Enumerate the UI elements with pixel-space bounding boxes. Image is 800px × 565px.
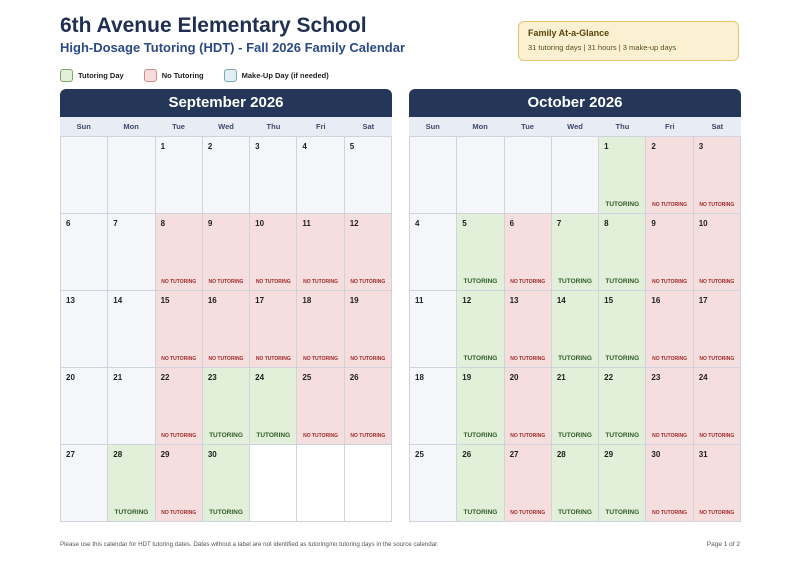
day-number: 19	[349, 296, 359, 305]
day-cell	[694, 445, 741, 522]
month-header: September 2026	[60, 89, 392, 117]
day-cell	[250, 368, 297, 445]
day-number: 16	[651, 296, 661, 305]
day-cell	[457, 291, 504, 368]
day-number: 9	[207, 219, 213, 228]
day-number: 17	[255, 296, 265, 305]
no-tutoring-label: NO TUTORING	[510, 433, 546, 439]
tutoring-label: TUTORING	[256, 432, 291, 439]
day-cell	[61, 368, 108, 445]
weekday-label: Wed	[218, 122, 234, 131]
day-cell	[345, 291, 392, 368]
day-cell	[552, 368, 599, 445]
day-cell	[156, 368, 203, 445]
day-number: 4	[415, 219, 420, 228]
day-cell	[410, 368, 457, 445]
day-number: 28	[113, 450, 123, 459]
no-tutoring-label: NO TUTORING	[510, 356, 546, 362]
day-cell	[203, 368, 250, 445]
day-cell	[250, 291, 297, 368]
day-cell	[297, 137, 344, 214]
day-cell	[646, 291, 693, 368]
day-cell	[694, 137, 741, 214]
day-number: 14	[113, 296, 123, 305]
day-cell	[694, 368, 741, 445]
day-cell	[646, 368, 693, 445]
weekday-label: Fri	[665, 122, 675, 131]
tutoring-label: TUTORING	[558, 432, 592, 439]
day-cell	[108, 214, 155, 291]
day-number: 18	[302, 296, 312, 305]
tutoring-label: TUTORING	[605, 432, 640, 439]
day-number: 4	[302, 142, 307, 151]
day-number: 11	[415, 296, 424, 305]
no-tutoring-label: NO TUTORING	[510, 510, 546, 516]
day-number: 27	[509, 450, 519, 459]
blank-day-cell	[457, 137, 504, 214]
day-number: 3	[698, 142, 704, 151]
legend-label: No Tutoring	[161, 71, 204, 80]
tutoring-label: TUTORING	[558, 509, 592, 516]
day-cell	[156, 214, 203, 291]
day-cell	[646, 137, 693, 214]
weekday-label: Tue	[521, 122, 534, 131]
blank-day-cell	[410, 137, 457, 214]
day-number: 12	[462, 296, 472, 305]
day-number: 28	[556, 450, 566, 459]
tutoring-label: TUTORING	[605, 201, 640, 208]
day-cell	[694, 291, 741, 368]
tutoring-label: TUTORING	[605, 278, 640, 285]
day-cell	[599, 368, 646, 445]
day-grid	[409, 136, 741, 522]
weekday-label: Mon	[472, 122, 488, 131]
tutoring-label: TUTORING	[463, 432, 498, 439]
no-tutoring-label: NO TUTORING	[652, 510, 688, 516]
day-number: 20	[509, 373, 519, 382]
day-number: 1	[604, 142, 609, 151]
no-tutoring-label: NO TUTORING	[255, 356, 291, 362]
glance-stats: 31 tutoring days | 31 hours | 3 make-up days	[528, 43, 677, 52]
day-cell	[108, 368, 155, 445]
glance-title: Family At-a-Glance	[528, 28, 610, 38]
day-number: 7	[556, 219, 562, 228]
day-number: 19	[462, 373, 472, 382]
day-number: 30	[651, 450, 661, 459]
no-tutoring-label: NO TUTORING	[161, 510, 197, 516]
calendar-subtitle: High-Dosage Tutoring (HDT) - Fall 2026 Family Calendar	[60, 40, 406, 55]
tutoring-label: TUTORING	[463, 509, 498, 516]
day-number: 10	[698, 219, 708, 228]
legend-item-no-tutoring	[144, 69, 204, 82]
legend	[60, 69, 349, 82]
day-cell	[297, 368, 344, 445]
weekday-label: Wed	[567, 122, 583, 131]
no-tutoring-label: NO TUTORING	[208, 356, 244, 362]
day-number: 9	[651, 219, 656, 228]
no-tutoring-label: NO TUTORING	[699, 202, 735, 208]
day-number: 12	[349, 219, 359, 228]
day-number: 22	[604, 373, 614, 382]
day-cell	[410, 291, 457, 368]
day-cell	[410, 445, 457, 522]
legend-label: Make-Up Day (if needed)	[241, 71, 329, 80]
legend-item-make-up	[224, 69, 329, 82]
day-number: 11	[302, 219, 311, 228]
day-cell	[646, 214, 693, 291]
day-cell	[505, 368, 552, 445]
day-number: 27	[66, 450, 75, 459]
day-number: 8	[604, 219, 609, 228]
day-number: 2	[651, 142, 656, 151]
month-october	[409, 89, 741, 522]
day-cell	[552, 445, 599, 522]
blank-day-cell	[108, 137, 155, 214]
day-cell	[505, 291, 552, 368]
day-cell	[108, 445, 155, 522]
tutoring-label: TUTORING	[114, 509, 149, 516]
month-september	[60, 89, 392, 522]
no-tutoring-label: NO TUTORING	[652, 202, 688, 208]
tutoring-swatch-icon	[60, 69, 73, 82]
day-cell	[599, 214, 646, 291]
tutoring-label: TUTORING	[605, 355, 640, 362]
page-number: Page 1 of 2	[706, 541, 740, 548]
no-tutoring-label: NO TUTORING	[699, 510, 735, 516]
no-tutoring-label: NO TUTORING	[699, 279, 735, 285]
day-cell	[410, 214, 457, 291]
make-up-swatch-icon	[224, 69, 237, 82]
day-number: 13	[509, 296, 519, 305]
day-cell	[203, 291, 250, 368]
day-cell	[61, 445, 108, 522]
no-tutoring-label: NO TUTORING	[350, 279, 386, 285]
blank-day-cell	[297, 445, 344, 522]
day-cell	[297, 291, 344, 368]
school-title: 6th Avenue Elementary School	[60, 14, 367, 37]
day-cell	[599, 137, 646, 214]
day-cell	[203, 214, 250, 291]
day-number: 5	[349, 142, 355, 151]
day-number: 17	[698, 296, 708, 305]
day-number: 24	[698, 373, 708, 382]
weekday-row	[60, 117, 392, 136]
day-cell	[250, 137, 297, 214]
legend-label: Tutoring Day	[78, 71, 124, 80]
day-number: 26	[462, 450, 472, 459]
day-number: 25	[415, 450, 424, 459]
day-cell	[646, 445, 693, 522]
day-number: 23	[651, 373, 661, 382]
weekday-label: Sat	[362, 122, 375, 131]
blank-day-cell	[250, 445, 297, 522]
no-tutoring-label: NO TUTORING	[350, 356, 386, 362]
day-number: 18	[415, 373, 424, 382]
day-cell	[61, 291, 108, 368]
no-tutoring-label: NO TUTORING	[161, 433, 197, 439]
tutoring-label: TUTORING	[558, 355, 592, 362]
day-cell	[345, 137, 392, 214]
day-number: 30	[207, 450, 217, 459]
day-cell	[505, 214, 552, 291]
legend-item-tutoring	[60, 69, 124, 82]
day-grid	[60, 136, 392, 522]
day-number: 8	[160, 219, 166, 228]
weekday-row	[409, 117, 741, 136]
day-number: 21	[556, 373, 566, 382]
no-tutoring-label: NO TUTORING	[510, 279, 546, 285]
no-tutoring-label: NO TUTORING	[303, 433, 339, 439]
day-number: 1	[160, 142, 166, 151]
day-cell	[250, 214, 297, 291]
tutoring-label: TUTORING	[209, 509, 243, 516]
blank-day-cell	[552, 137, 599, 214]
day-number: 13	[66, 296, 75, 305]
tutoring-label: TUTORING	[209, 432, 243, 439]
day-cell	[694, 214, 741, 291]
weekday-label: Sun	[425, 122, 440, 131]
day-number: 6	[509, 219, 515, 228]
day-cell	[599, 291, 646, 368]
day-cell	[297, 214, 344, 291]
day-cell	[61, 214, 108, 291]
weekday-label: Mon	[123, 122, 139, 131]
day-cell	[203, 137, 250, 214]
no-tutoring-label: NO TUTORING	[255, 279, 291, 285]
day-cell	[552, 291, 599, 368]
weekday-label: Fri	[316, 122, 326, 131]
tutoring-label: TUTORING	[558, 278, 592, 285]
weekday-label: Sun	[76, 122, 91, 131]
no-tutoring-label: NO TUTORING	[303, 356, 339, 362]
day-number: 10	[255, 219, 265, 228]
day-number: 16	[207, 296, 217, 305]
blank-day-cell	[505, 137, 552, 214]
no-tutoring-label: NO TUTORING	[652, 279, 688, 285]
day-cell	[203, 445, 250, 522]
day-number: 29	[604, 450, 614, 459]
day-number: 14	[556, 296, 566, 305]
no-tutoring-label: NO TUTORING	[699, 356, 735, 362]
day-number: 23	[207, 373, 217, 382]
no-tutoring-swatch-icon	[144, 69, 157, 82]
day-cell	[156, 291, 203, 368]
weekday-label: Sat	[711, 122, 724, 131]
day-cell	[552, 214, 599, 291]
day-cell	[156, 137, 203, 214]
no-tutoring-label: NO TUTORING	[161, 356, 197, 362]
family-at-a-glance-box	[518, 21, 739, 61]
day-number: 5	[462, 219, 467, 228]
footnote: Please use this calendar for HDT tutoring dates. Dates without a label are not identified as tutoring/no tutoring days in the source calendar.	[60, 541, 439, 548]
day-number: 21	[113, 373, 123, 382]
day-cell	[457, 445, 504, 522]
day-number: 15	[604, 296, 614, 305]
blank-day-cell	[61, 137, 108, 214]
day-cell	[505, 445, 552, 522]
no-tutoring-label: NO TUTORING	[161, 279, 197, 285]
day-number: 25	[302, 373, 312, 382]
day-cell	[156, 445, 203, 522]
day-number: 22	[160, 373, 170, 382]
no-tutoring-label: NO TUTORING	[652, 356, 688, 362]
day-number: 26	[349, 373, 359, 382]
day-number: 15	[160, 296, 170, 305]
day-cell	[457, 214, 504, 291]
weekday-label: Thu	[615, 122, 630, 131]
day-number: 24	[255, 373, 265, 382]
day-number: 29	[160, 450, 170, 459]
no-tutoring-label: NO TUTORING	[350, 433, 386, 439]
day-number: 7	[113, 219, 118, 228]
no-tutoring-label: NO TUTORING	[699, 433, 735, 439]
tutoring-label: TUTORING	[605, 509, 640, 516]
no-tutoring-label: NO TUTORING	[208, 279, 244, 285]
tutoring-label: TUTORING	[463, 278, 498, 285]
day-cell	[108, 291, 155, 368]
month-header: October 2026	[409, 89, 741, 117]
weekday-label: Thu	[266, 122, 281, 131]
day-number: 31	[698, 450, 708, 459]
day-cell	[345, 368, 392, 445]
no-tutoring-label: NO TUTORING	[303, 279, 339, 285]
day-number: 2	[207, 142, 213, 151]
day-cell	[599, 445, 646, 522]
day-number: 3	[255, 142, 260, 151]
blank-day-cell	[345, 445, 392, 522]
day-number: 6	[66, 219, 71, 228]
day-cell	[457, 368, 504, 445]
weekday-label: Tue	[172, 122, 185, 131]
tutoring-label: TUTORING	[463, 355, 498, 362]
day-cell	[345, 214, 392, 291]
no-tutoring-label: NO TUTORING	[652, 433, 688, 439]
day-number: 20	[66, 373, 75, 382]
